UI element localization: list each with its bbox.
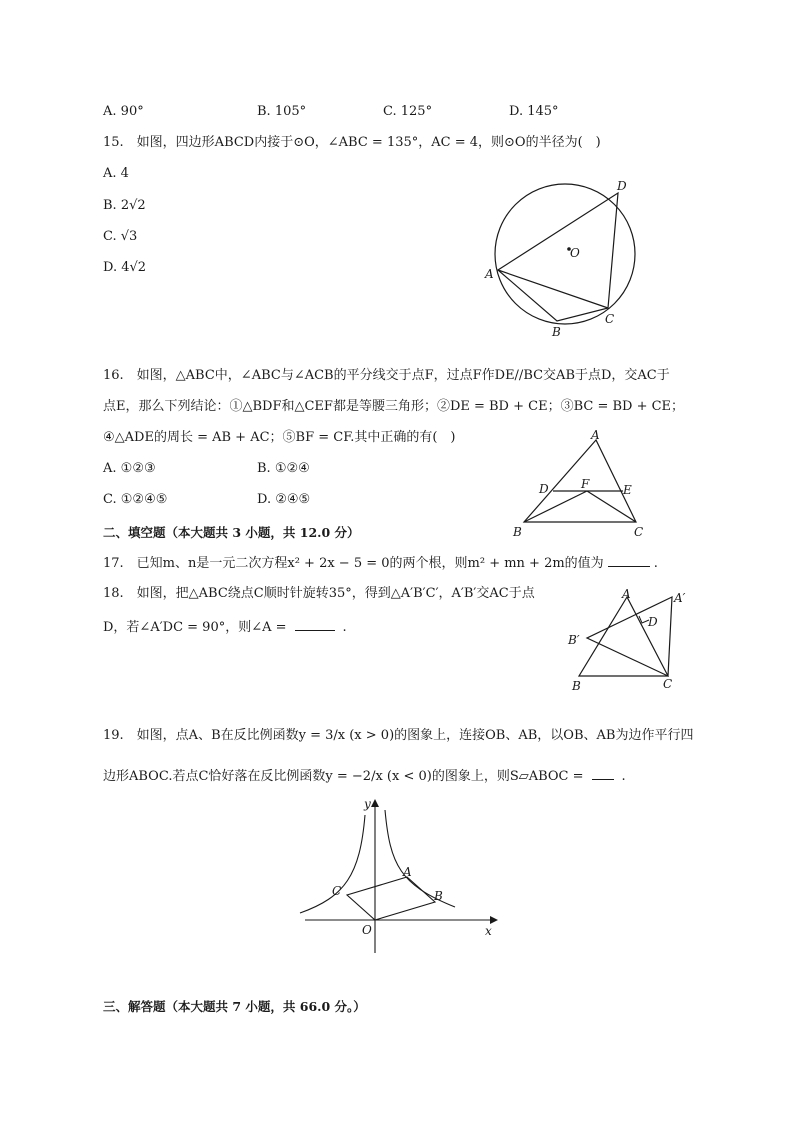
label-a: A bbox=[485, 267, 494, 281]
q18-answer-blank[interactable] bbox=[295, 618, 335, 631]
label-b: B bbox=[552, 325, 561, 339]
q18-stem-line1: 18. 如图，把△ABC绕点C顺时针旋转35°，得到△A′B′C′，A′B′交AC于点 bbox=[103, 586, 535, 601]
q16-option-b: B. ①②④ bbox=[257, 461, 310, 476]
q19-stem-line1: 19. 如图，点A、B在反比例函数y = 3/x (x > 0)的图象上，连接OB、AB，以OB、AB为边作平行四 bbox=[103, 728, 694, 743]
y-axis-arrow bbox=[371, 799, 379, 807]
label-b: B bbox=[434, 889, 443, 903]
q15-option-d: D. 4√2 bbox=[103, 260, 147, 275]
label-f: F bbox=[581, 477, 590, 491]
label-d: D bbox=[648, 615, 658, 629]
q19-answer-blank[interactable] bbox=[592, 767, 614, 780]
q15-option-c: C. √3 bbox=[103, 229, 138, 244]
q15-circle-figure bbox=[480, 175, 650, 345]
label-a: A bbox=[622, 587, 631, 601]
q19-coordinate-figure bbox=[295, 795, 505, 960]
label-a-prime: A′ bbox=[674, 591, 686, 605]
label-b-prime: B′ bbox=[568, 633, 580, 647]
label-y: y bbox=[364, 797, 371, 811]
section-2-heading: 二、填空题（本大题共 3 小题，共 12.0 分） bbox=[103, 525, 360, 540]
label-o: O bbox=[570, 246, 580, 260]
q14-option-d: D. 145° bbox=[509, 104, 559, 119]
q18-stem-line2: D，若∠A′DC = 90°，则∠A = . bbox=[103, 620, 347, 635]
label-c: C bbox=[634, 525, 644, 539]
q16-option-c: C. ①②④⑤ bbox=[103, 492, 168, 507]
label-a: A bbox=[403, 865, 412, 879]
triangle-abc bbox=[579, 597, 668, 676]
q18-rotation-figure bbox=[565, 585, 700, 695]
triangle-abc bbox=[524, 440, 636, 522]
label-a: A bbox=[591, 428, 600, 442]
q15-stem: 15. 如图，四边形ABCD内接于⊙O，∠ABC = 135°，AC = 4，则⊙O的半径为( ) bbox=[103, 135, 601, 150]
q14-option-b: B. 105° bbox=[257, 104, 307, 119]
label-d: D bbox=[617, 179, 627, 193]
q17-stem: 17. 已知m、n是一元二次方程x² + 2x − 5 = 0的两个根，则m² + mn + 2m的值为 . bbox=[103, 556, 658, 571]
q16-stem-line2: 点E，那么下列结论：①△BDF和△CEF都是等腰三角形；②DE = BD + CE；③BC = BD + CE； bbox=[103, 399, 685, 414]
q19-stem-line2: 边形ABOC.若点C恰好落在反比例函数y = −2/x (x < 0)的图象上，则S▱ABOC = . bbox=[103, 769, 626, 784]
triangle-a1b1c bbox=[587, 597, 672, 676]
q16-option-d: D. ②④⑤ bbox=[257, 492, 311, 507]
q16-triangle-figure bbox=[510, 425, 650, 540]
q16-stem-line3: ④△ADE的周长 = AB + AC；⑤BF = CF.其中正确的有( ) bbox=[103, 430, 456, 445]
q15-option-b: B. 2√2 bbox=[103, 198, 146, 213]
label-b: B bbox=[513, 525, 522, 539]
label-d: D bbox=[539, 482, 549, 496]
label-c: C bbox=[332, 884, 342, 898]
q17-answer-blank[interactable] bbox=[608, 554, 650, 567]
x-axis-arrow bbox=[490, 916, 498, 924]
q16-stem-line1: 16. 如图，△ABC中，∠ABC与∠ACB的平分线交于点F，过点F作DE//BC交AB于点D，交AC于 bbox=[103, 368, 670, 383]
curve-y-neg-2-over-x bbox=[300, 815, 365, 913]
label-x: x bbox=[485, 924, 492, 938]
curve-y-3-over-x bbox=[385, 810, 455, 907]
parallelogram-aboc bbox=[347, 877, 435, 920]
section-3-heading: 三、解答题（本大题共 7 小题，共 66.0 分。） bbox=[103, 999, 366, 1014]
circle-o bbox=[495, 184, 635, 324]
q16-option-a: A. ①②③ bbox=[103, 461, 156, 476]
label-e: E bbox=[623, 483, 632, 497]
q15-option-a: A. 4 bbox=[103, 166, 129, 181]
label-b: B bbox=[572, 679, 581, 693]
label-c: C bbox=[663, 677, 673, 691]
label-c: C bbox=[605, 312, 615, 326]
segment-bf bbox=[524, 491, 587, 522]
q14-option-a: A. 90° bbox=[103, 104, 144, 119]
quadrilateral-abcd bbox=[498, 193, 618, 321]
label-o: O bbox=[362, 923, 372, 937]
q14-option-c: C. 125° bbox=[383, 104, 433, 119]
